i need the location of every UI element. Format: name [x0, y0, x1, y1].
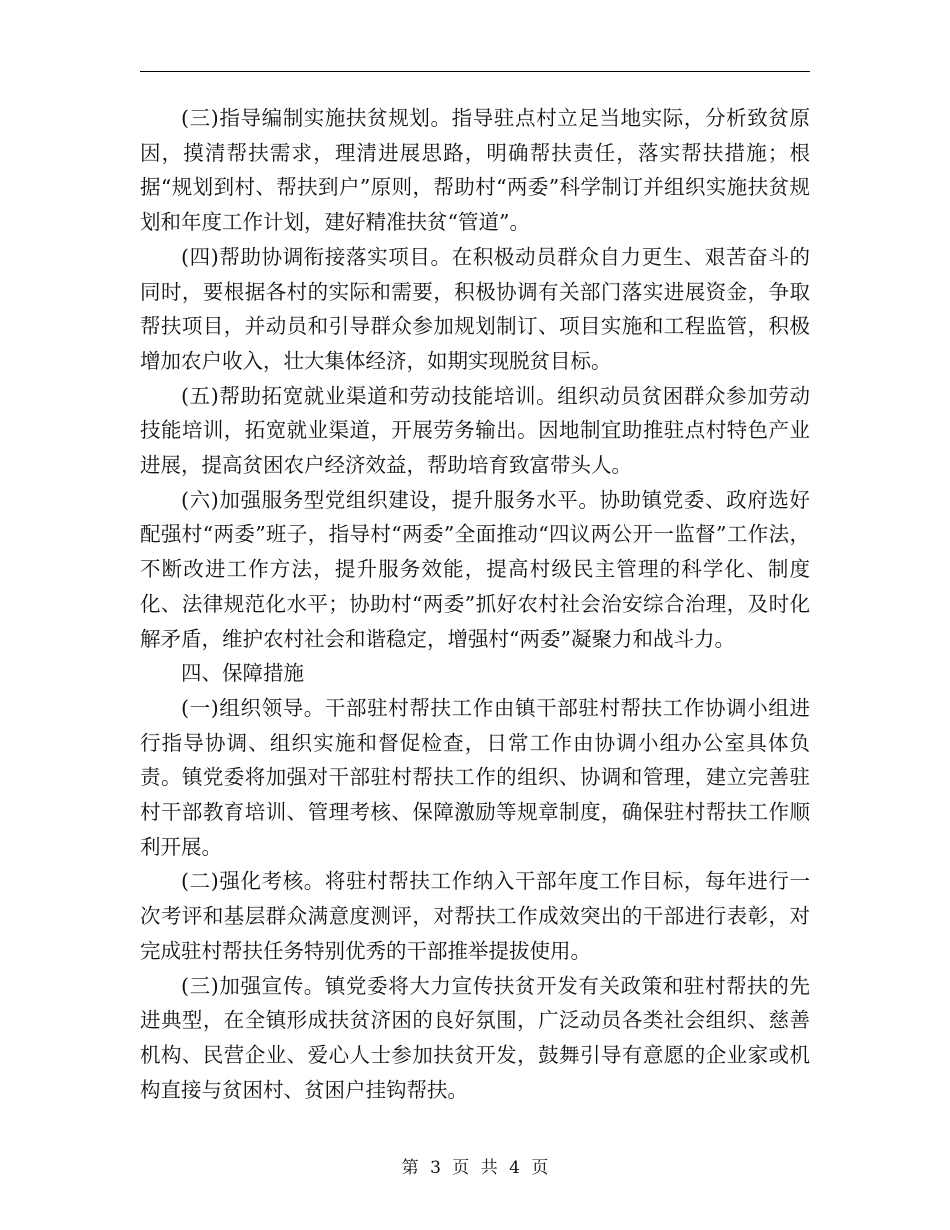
header-rule — [140, 71, 810, 72]
page-number-footer: 第 3 页 共 4 页 — [401, 1158, 549, 1178]
section-heading-safeguards: 四、保障措施 — [181, 661, 304, 686]
document-body — [140, 101, 810, 1107]
paragraph-publicity: (三)加强宣传。镇党委将大力宣传扶贫开发有关政策和驻村帮扶的先进典型，在全镇形成扶贫济困的良好氛围，广泛动员各类社会组织、慈善机构、民营企业、爱心人士参加扶贫开发，鼓舞引导有意愿的企业家或机构直接与贫困村、贫困户挂钩帮扶。 — [140, 973, 810, 1102]
paragraph-organization-leadership: (一)组织领导。干部驻村帮扶工作由镇干部驻村帮扶工作协调小组进行指导协调、组织实施和督促检查，日常工作由协调小组办公室具体负责。镇党委将加强对干部驻村帮扶工作的组织、协调和管理，建立完善驻村干部教育培训、管理考核、保障激励等规章制度，确保驻村帮扶工作顺利开展。 — [140, 695, 810, 859]
paragraph-party-building: (六)加强服务型党组织建设，提升服务水平。协助镇党委、政府选好配强村“两委”班子，指导村“两委”全面推动“四议两公开一监督”工作法，不断改进工作方法，提升服务效能，提高村级民主管理的科学化、制度化、法律规范化水平；协助村“两委”抓好农村社会治安综合治理，及时化解矛盾，维护农村社会和谐稳定，增强村“两委”凝聚力和战斗力。 — [140, 487, 810, 651]
paragraph-employment-training: (五)帮助拓宽就业渠道和劳动技能培训。组织动员贫困群众参加劳动技能培训，拓宽就业渠道，开展劳务输出。因地制宜助推驻点村特色产业进展，提高贫困农户经济效益，帮助培育致富带头人。 — [140, 383, 810, 478]
paragraph-guide-planning: (三)指导编制实施扶贫规划。指导驻点村立足当地实际，分析致贫原因，摸清帮扶需求，理清进展思路，明确帮扶责任，落实帮扶措施；根据“规划到村、帮扶到户”原则，帮助村“两委”科学制订并组织实施扶贫规划和年度工作计划，建好精准扶贫“管道”。 — [140, 106, 810, 235]
paragraph-coordinate-projects: (四)帮助协调衔接落实项目。在积极动员群众自力更生、艰苦奋斗的同时，要根据各村的实际和需要，积极协调有关部门落实进展资金，争取帮扶项目，并动员和引导群众参加规划制订、项目实施和工程监管，积极增加农户收入，壮大集体经济，如期实现脱贫目标。 — [140, 244, 810, 373]
paragraph-assessment: (二)强化考核。将驻村帮扶工作纳入干部年度工作目标，每年进行一次考评和基层群众满意度测评，对帮扶工作成效突出的干部进行表彰，对完成驻村帮扶任务特别优秀的干部推举提拔使用。 — [140, 869, 810, 963]
